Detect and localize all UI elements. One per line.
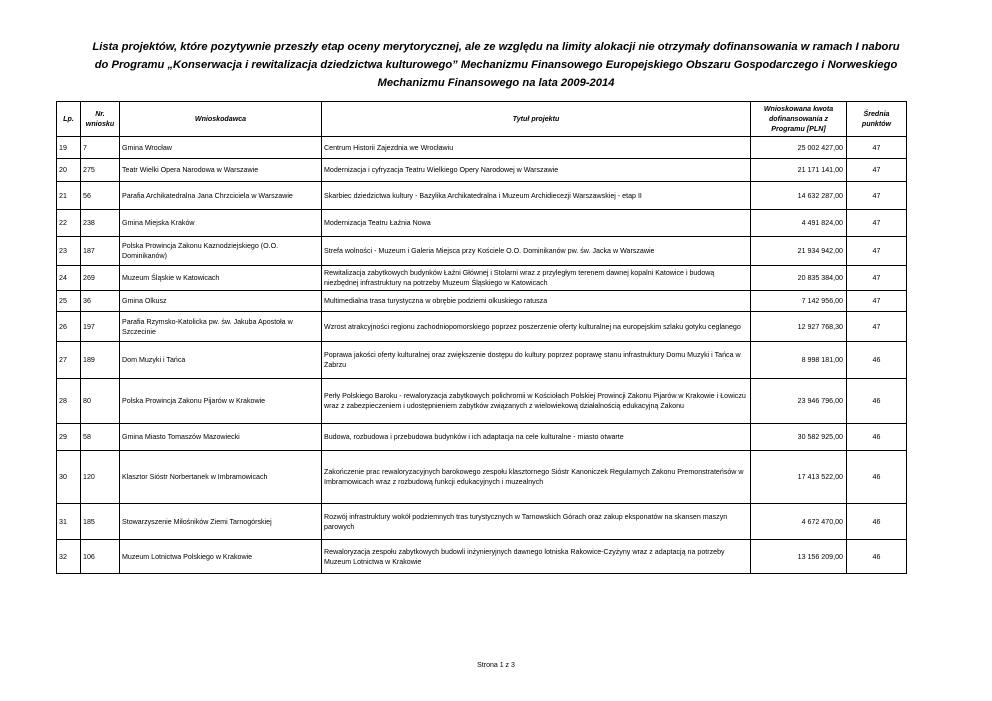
header-amount-line3: Programu [PLN] <box>771 125 826 133</box>
cell-applicant: Muzeum Śląskie w Katowicach <box>120 266 322 291</box>
header-amount-line1: Wnioskowana kwota <box>763 105 834 113</box>
document-title <box>40 38 952 92</box>
cell-nr: 58 <box>81 424 120 451</box>
cell-lp: 21 <box>57 182 81 210</box>
cell-project: Modernizacja i cyfryzacja Teatru Wielkiego Opery Narodowej w Warszawie <box>322 159 751 182</box>
table-row <box>57 210 907 237</box>
table-row <box>57 379 907 424</box>
cell-applicant: Parafia Rzymsko-Katolicka pw. św. Jakuba Apostoła w Szczecinie <box>120 312 322 342</box>
cell-amount: 25 002 427,00 <box>751 137 847 159</box>
header-lp: Lp. <box>57 102 81 137</box>
header-applicant: Wnioskodawca <box>120 102 322 137</box>
cell-applicant: Polska Prowincja Zakonu Kaznodziejskiego (O.O. Dominikanów) <box>120 237 322 266</box>
cell-applicant: Gmina Miasto Tomaszów Mazowiecki <box>120 424 322 451</box>
cell-score: 46 <box>847 451 907 504</box>
table-row <box>57 266 907 291</box>
cell-lp: 22 <box>57 210 81 237</box>
cell-project: Rewitalizacja zabytkowych budynków Łaźni Głównej i Stolarni wraz z przyległym terenem dawnej kopalni Katowice i budową niezbędnej infrastruktury na potrzeby Muzeum Śląskiego w Katowicach <box>322 266 751 291</box>
cell-applicant: Stowarzyszenie Miłośników Ziemi Tarnogórskiej <box>120 504 322 540</box>
cell-nr: 197 <box>81 312 120 342</box>
cell-applicant: Parafia Archikatedralna Jana Chrzciciela w Warszawie <box>120 182 322 210</box>
cell-amount: 21 934 942,00 <box>751 237 847 266</box>
title-line-2: do Programu „Konserwacja i rewitalizacja dziedzictwa kulturowego” Mechanizmu Finansowego Europejskiego Obszaru Gospodarczego i Norweskiego <box>94 59 898 71</box>
cell-applicant: Dom Muzyki i Tańca <box>120 342 322 379</box>
cell-lp: 23 <box>57 237 81 266</box>
cell-nr: 7 <box>81 137 120 159</box>
cell-lp: 19 <box>57 137 81 159</box>
cell-amount: 30 582 925,00 <box>751 424 847 451</box>
table-row <box>57 182 907 210</box>
cell-nr: 269 <box>81 266 120 291</box>
cell-lp: 25 <box>57 291 81 312</box>
cell-score: 47 <box>847 237 907 266</box>
cell-applicant: Teatr Wielki Opera Narodowa w Warszawie <box>120 159 322 182</box>
header-score <box>847 102 907 137</box>
header-score-line2: punktów <box>861 120 892 128</box>
cell-project: Poprawa jakości oferty kulturalnej oraz zwiększenie dostępu do kultury poprzez poprawę stanu infrastruktury Domu Muzyki i Tańca w Zabrzu <box>322 342 751 379</box>
cell-score: 47 <box>847 266 907 291</box>
table-row <box>57 137 907 159</box>
cell-nr: 187 <box>81 237 120 266</box>
cell-amount: 12 927 768,30 <box>751 312 847 342</box>
cell-applicant: Gmina Olkusz <box>120 291 322 312</box>
table-row <box>57 237 907 266</box>
cell-applicant: Polska Prowincja Zakonu Pijarów w Krakowie <box>120 379 322 424</box>
table-row <box>57 159 907 182</box>
cell-amount: 7 142 956,00 <box>751 291 847 312</box>
cell-nr: 106 <box>81 540 120 574</box>
cell-nr: 80 <box>81 379 120 424</box>
header-nr-line1: Nr. <box>95 110 105 118</box>
table-row <box>57 291 907 312</box>
cell-lp: 28 <box>57 379 81 424</box>
cell-score: 47 <box>847 159 907 182</box>
cell-score: 47 <box>847 210 907 237</box>
cell-project: Zakończenie prac rewaloryzacyjnych barokowego zespołu klasztornego Sióstr Kanoniczek Regularnych Zakonu Premonstrateńsów w Imbramowicach wraz z rozbudową funkcji edukacyjnych i muzealnych <box>322 451 751 504</box>
cell-project: Skarbiec dziedzictwa kultury - Bazylika Archikatedralna i Muzeum Archidiecezji Warszawskiej - etap II <box>322 182 751 210</box>
cell-score: 46 <box>847 504 907 540</box>
cell-lp: 29 <box>57 424 81 451</box>
cell-project: Wzrost atrakcyjności regionu zachodniopomorskiego poprzez poszerzenie oferty kulturalnej na europejskim szlaku gotyku ceglanego <box>322 312 751 342</box>
table-row <box>57 312 907 342</box>
cell-score: 47 <box>847 312 907 342</box>
cell-lp: 32 <box>57 540 81 574</box>
header-nr-line2: wniosku <box>85 120 115 128</box>
cell-amount: 21 171 141,00 <box>751 159 847 182</box>
cell-amount: 13 156 209,00 <box>751 540 847 574</box>
page-number: Strona 1 z 3 <box>477 662 515 669</box>
title-line-3: Mechanizmu Finansowego na lata 2009-2014 <box>377 77 615 89</box>
cell-amount: 20 835 384,00 <box>751 266 847 291</box>
cell-amount: 23 946 796,00 <box>751 379 847 424</box>
cell-amount: 17 413 522,00 <box>751 451 847 504</box>
table-header-row <box>57 102 907 137</box>
header-amount-line2: dofinansowania z <box>768 115 829 123</box>
cell-project: Rewaloryzacja zespołu zabytkowych budowli inżynieryjnych dawnego lotniska Rakowice-Czyżyny wraz z adaptacją na potrzeby Muzeum Lotnictwa w Krakowie <box>322 540 751 574</box>
cell-nr: 275 <box>81 159 120 182</box>
cell-nr: 36 <box>81 291 120 312</box>
cell-project: Multimedialna trasa turystyczna w obrębie podziemi olkuskiego ratusza <box>322 291 751 312</box>
table-row <box>57 504 907 540</box>
cell-nr: 185 <box>81 504 120 540</box>
cell-amount: 14 632 287,00 <box>751 182 847 210</box>
cell-applicant: Gmina Miejska Kraków <box>120 210 322 237</box>
cell-nr: 56 <box>81 182 120 210</box>
cell-project: Modernizacja Teatru Łaźnia Nowa <box>322 210 751 237</box>
cell-applicant: Muzeum Lotnictwa Polskiego w Krakowie <box>120 540 322 574</box>
header-nr <box>81 102 120 137</box>
cell-amount: 8 998 181,00 <box>751 342 847 379</box>
cell-project: Strefa wolności - Muzeum i Galeria Miejsca przy Kościele O.O. Dominikanów pw. św. Jacka w Warszawie <box>322 237 751 266</box>
cell-lp: 31 <box>57 504 81 540</box>
header-score-line1: Średnia <box>863 110 890 118</box>
cell-project: Budowa, rozbudowa i przebudowa budynków i ich adaptacja na cele kulturalne - miasto otwarte <box>322 424 751 451</box>
cell-lp: 26 <box>57 312 81 342</box>
cell-nr: 238 <box>81 210 120 237</box>
cell-lp: 20 <box>57 159 81 182</box>
cell-score: 47 <box>847 291 907 312</box>
table-row <box>57 451 907 504</box>
cell-project: Centrum Historii Zajezdnia we Wrocławiu <box>322 137 751 159</box>
cell-project: Rozwój infrastruktury wokół podziemnych tras turystycznych w Tarnowskich Górach oraz zakup eksponatów na skansen maszyn parowych <box>322 504 751 540</box>
cell-score: 46 <box>847 424 907 451</box>
table-row <box>57 424 907 451</box>
projects-table <box>56 101 907 574</box>
table-row <box>57 540 907 574</box>
cell-score: 46 <box>847 540 907 574</box>
cell-score: 47 <box>847 137 907 159</box>
cell-score: 47 <box>847 182 907 210</box>
header-amount <box>751 102 847 137</box>
cell-project: Perły Polskiego Baroku - rewaloryzacja zabytkowych polichromii w Kościołach Polskiej Prowincji Zakonu Pijarów w Krakowie i Łowiczu wraz z zabezpieczeniem i udostępnieniem zabytków związanych z wielowiekową działalnością edukacyjną Zakonu <box>322 379 751 424</box>
cell-applicant: Gmina Wrocław <box>120 137 322 159</box>
title-line-1: Lista projektów, które pozytywnie przeszły etap oceny merytorycznej, ale ze względu na limity alokacji nie otrzymały dofinansowania w ramach I naboru <box>92 41 900 53</box>
cell-score: 46 <box>847 379 907 424</box>
cell-lp: 24 <box>57 266 81 291</box>
cell-score: 46 <box>847 342 907 379</box>
cell-lp: 30 <box>57 451 81 504</box>
header-project: Tytuł projektu <box>322 102 751 137</box>
cell-amount: 4 672 470,00 <box>751 504 847 540</box>
cell-nr: 189 <box>81 342 120 379</box>
cell-lp: 27 <box>57 342 81 379</box>
cell-applicant: Klasztor Sióstr Norbertanek w Imbramowicach <box>120 451 322 504</box>
cell-nr: 120 <box>81 451 120 504</box>
cell-amount: 4 491 824,00 <box>751 210 847 237</box>
table-row <box>57 342 907 379</box>
